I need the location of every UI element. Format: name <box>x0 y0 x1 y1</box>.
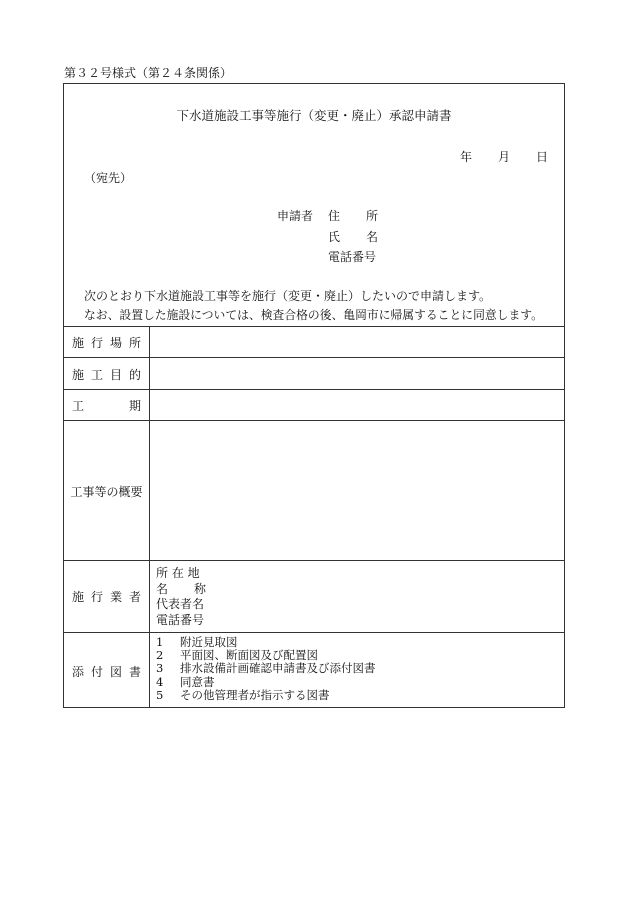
date-month-label: 月 <box>498 150 511 164</box>
row-label-period: 工 期 <box>72 399 141 413</box>
contractor-name-label: 名 称 <box>156 581 207 596</box>
name-label: 氏 名 <box>328 230 379 244</box>
addressee-label: （宛先） <box>84 171 133 185</box>
row-label-purpose: 施 工 目 的 <box>72 368 141 382</box>
contractor-fields <box>156 566 206 628</box>
table-top-line <box>64 326 564 327</box>
row-divider <box>64 560 564 561</box>
date-year-label: 年 <box>460 150 473 164</box>
row-divider <box>64 389 564 390</box>
applicant-label: 申請者 <box>277 209 314 223</box>
attachments-list <box>156 636 376 702</box>
body-text-line-1: 次のとおり下水道施設工事等を施行（変更・廃止）したいので申請します。 <box>84 289 492 303</box>
row-label-contractor: 施 行 業 者 <box>72 590 141 604</box>
application-form <box>63 83 565 708</box>
list-item: 2 平面図、断面図及び配置図 <box>156 648 318 663</box>
list-item: 4 同意書 <box>156 674 215 689</box>
address-label: 住 所 <box>328 209 379 223</box>
column-divider <box>149 326 150 708</box>
row-divider <box>64 632 564 633</box>
form-number: 第３２号様式（第２４条関係） <box>64 66 233 80</box>
list-item: 1 附近見取図 <box>156 635 238 649</box>
list-item: 5 その他管理者が指示する図書 <box>156 687 330 702</box>
contractor-phone-label: 電話番号 <box>156 612 205 627</box>
contractor-location-label: 所 在 地 <box>156 566 200 580</box>
phone-label: 電話番号 <box>328 250 377 264</box>
contractor-representative-label: 代表者名 <box>156 597 205 611</box>
row-divider <box>64 420 564 421</box>
row-label-attachments: 添 付 図 書 <box>72 665 141 679</box>
list-item: 3 排水設備計画確認申請書及び添付図書 <box>156 661 376 676</box>
row-label-location: 施 行 場 所 <box>72 336 141 350</box>
form-title: 下水道施設工事等施行（変更・廃止）承認申請書 <box>176 108 452 123</box>
body-text-line-2: なお、設置した施設については、検査合格の後、亀岡市に帰属することに同意します。 <box>84 308 543 322</box>
row-label-overview: 工事等の概要 <box>70 485 143 499</box>
row-divider <box>64 357 564 358</box>
date-day-label: 日 <box>536 150 549 164</box>
